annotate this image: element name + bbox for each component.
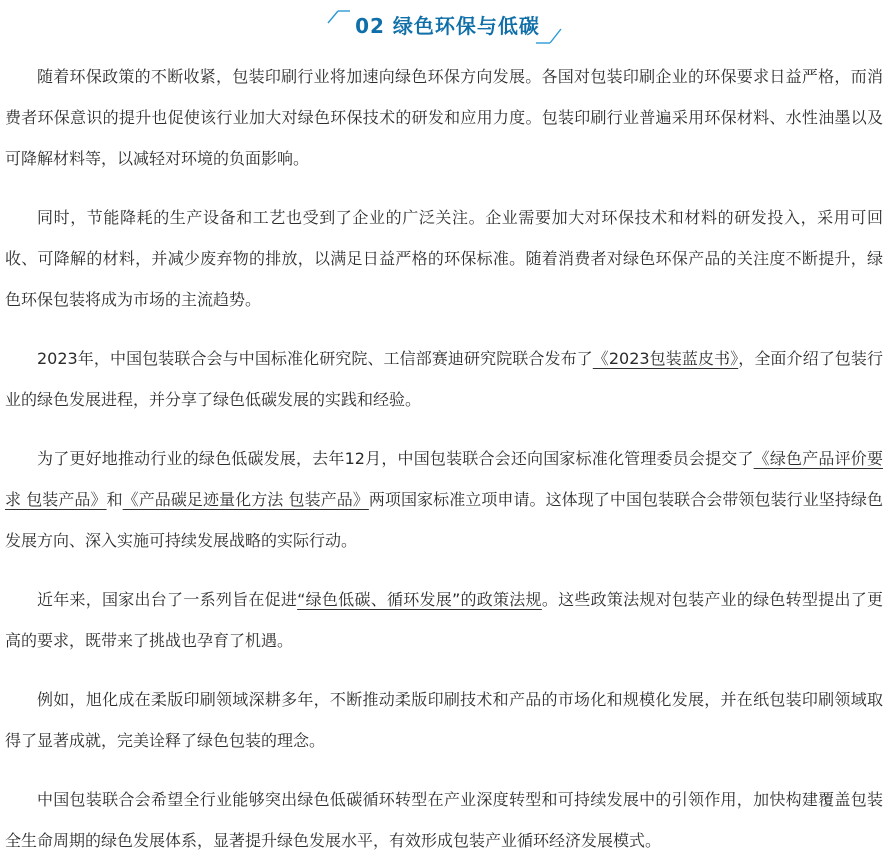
paragraph-text: 近年来，国家出台了一系列旨在促进 (37, 590, 298, 609)
paragraph-text: ，全面介绍了包装行业的绿色发展进程，并分享了绿色低碳发展的实践和经验。 (5, 349, 883, 409)
paragraph-3 (5, 338, 883, 420)
decorative-slash-bottom (536, 28, 562, 44)
paragraph-text: 例如，旭化成在柔版印刷领域深耕多年，不断推动柔版印刷技术和产品的市场化和规模化发展，并在纸包装印刷领域取得了显著成就，完美诠释了绿色包装的理念。 (5, 690, 883, 750)
paragraph-text: 随着环保政策的不断收紧，包装印刷行业将加速向绿色环保方向发展。各国对包装印刷企业的环保要求日益严格，而消费者环保意识的提升也促使该行业加大对绿色环保技术的研发和应用力度。包装印刷行业普遍采用环保材料、水性油墨以及可降解材料等，以减轻对环境的负面影响。 (5, 67, 883, 168)
bluebook-link[interactable]: 《2023包装蓝皮书》 (592, 349, 739, 368)
paragraph-4 (5, 438, 883, 561)
standard-link-green-product[interactable]: 《绿色产品评价要求 包装产品》 (5, 449, 883, 509)
paragraph-text: 同时，节能降耗的生产设备和工艺也受到了企业的广泛关注。企业需要加大对环保技术和材料的研发投入，采用可回收、可降解的材料，并减少废弃物的排放，以满足日益严格的环保标准。随着消费者对绿色环保产品的关注度不断提升，绿色环保包装将成为市场的主流趋势。 (5, 208, 883, 309)
section-title: 02 绿色环保与低碳 (355, 14, 540, 38)
paragraph-5 (5, 579, 883, 661)
paragraph-1 (5, 56, 883, 179)
article-body (0, 56, 895, 861)
section-header (0, 0, 895, 46)
policy-link[interactable]: “绿色低碳、循环发展”的政策法规 (297, 590, 542, 609)
paragraph-text: 和 (106, 490, 123, 509)
paragraph-7 (5, 779, 883, 861)
standard-link-carbon-footprint[interactable]: 《产品碳足迹量化方法 包装产品》 (122, 490, 369, 509)
paragraph-text: 两项国家标准立项申请。这体现了中国包装联合会带领包装行业坚持绿色发展方向、深入实施可持续发展战略的实际行动。 (5, 490, 883, 550)
paragraph-text: 2023年，中国包装联合会与中国标准化研究院、工信部赛迪研究院联合发布了 (37, 349, 593, 368)
paragraph-text: 中国包装联合会希望全行业能够突出绿色低碳循环转型在产业深度转型和可持续发展中的引领作用，加快构建覆盖包装全生命周期的绿色发展体系，显著提升绿色发展水平，有效形成包装产业循环经济发展模式。 (5, 790, 883, 850)
paragraph-2 (5, 197, 883, 320)
paragraph-text: 。这些政策法规对包装产业的绿色转型提出了更高的要求，既带来了挑战也孕育了机遇。 (5, 590, 883, 650)
paragraph-6 (5, 679, 883, 761)
paragraph-text: 为了更好地推动行业的绿色低碳发展，去年12月，中国包装联合会还向国家标准化管理委员会提交了 (37, 449, 754, 468)
